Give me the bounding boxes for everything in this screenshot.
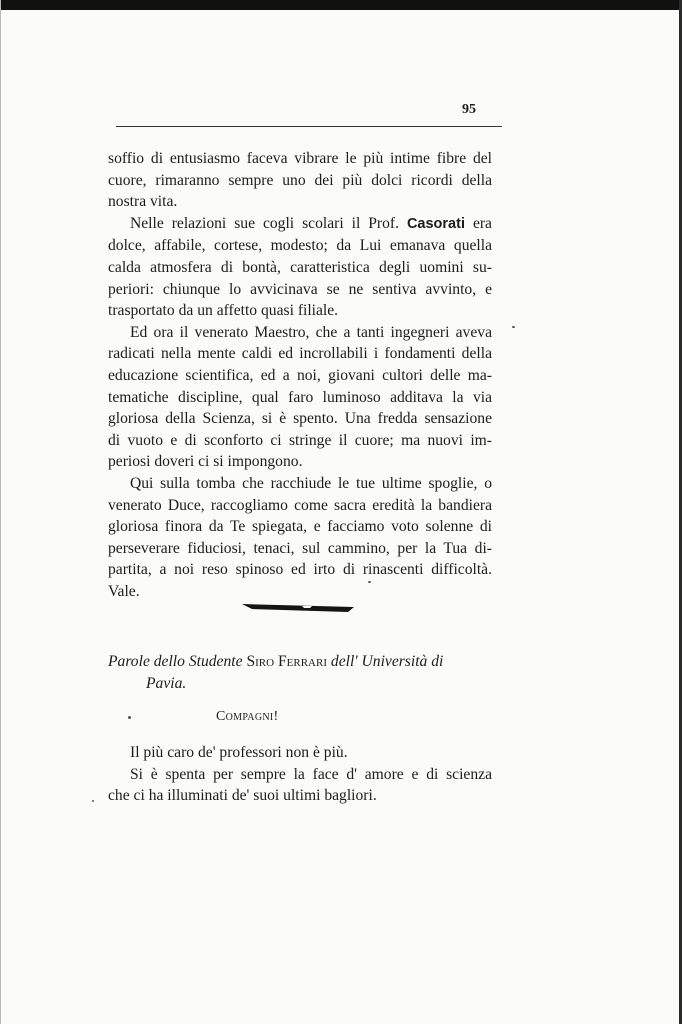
scan-top-border (0, 0, 682, 10)
salutation: Compagni! (216, 709, 279, 724)
text-line: educazione scientifica, ed a noi, giovani cultori delle ma- (108, 366, 492, 384)
text-line: gloriosa della Scienza, si è spento. Una fredda sensazione (108, 410, 492, 428)
scan-speck (128, 716, 131, 719)
page-number: 95 (462, 102, 476, 117)
text-line: Ed ora il venerato Maestro, che a tanti ingegneri aveva (130, 323, 492, 341)
name-casorati: Casorati (406, 215, 465, 232)
speaker-name: Siro Ferrari (246, 653, 327, 670)
text-line: Vale. (108, 582, 140, 600)
text-line: nostra vita. (108, 193, 178, 211)
text-line: radicati nella mente caldi ed incrollabili i fondamenti della (108, 345, 492, 363)
scan-speck (92, 800, 94, 802)
ornament-bar (242, 604, 354, 612)
text-line: di vuoto e di sconforto ci stringe il cuore; ma nuovi im- (108, 431, 492, 449)
text-line: Il più caro de' professori non è più. (130, 744, 348, 761)
heading-line-2: Pavia. (146, 675, 187, 692)
scan-left-edge (0, 0, 1, 1024)
text-line: periori: chiunque lo avvicinava se ne sentiva avvinto, e (108, 280, 492, 298)
text-line: gloriosa finora da Te spiegata, e facciamo voto solenne di (108, 518, 492, 536)
text-line: periosi doveri ci si impongono. (108, 453, 303, 471)
article-2-body (108, 742, 492, 807)
text-line: venerato Duce, raccogliamo come sacra eredità la bandiera (108, 496, 492, 514)
heading-line-1: Parole dello Studente Siro Ferrari dell' Università di (108, 653, 444, 670)
article-1-body (108, 148, 492, 602)
text-line: Si è spenta per sempre la face d' amore e di scienza (130, 765, 492, 783)
text-line: perseverare fiduciosi, tenaci, sul cammino, per la Tua di- (108, 539, 492, 557)
section-divider-ornament (242, 603, 354, 613)
text-line: trasportato da un affetto quasi filiale. (108, 302, 339, 320)
text-line: calda atmosfera di bontà, caratteristica degli uomini su- (108, 258, 492, 276)
text-line: Nelle relazioni sue cogli scolari il Prof. Casorati era (130, 214, 492, 232)
text-line: che ci ha illuminati de' suoi ultimi bagliori. (108, 787, 377, 805)
header-rule (116, 126, 502, 127)
text-line: cuore, rimaranno sempre uno dei più dolci ricordi della (108, 171, 492, 189)
text-line: tematiche discipline, qual faro luminoso additava la via (108, 388, 492, 406)
text-line: soffio di entusiasmo faceva vibrare le più intime fibre del (108, 150, 492, 167)
text-line: Qui sulla tomba che racchiude le tue ultime spoglie, o (130, 474, 492, 492)
scan-speck (512, 326, 515, 328)
scan-speck (368, 581, 371, 583)
text-line: dolce, affabile, cortese, modesto; da Lui emanava quella (108, 237, 492, 255)
speech-heading (108, 651, 492, 695)
text-line: partita, a noi reso spinoso ed irto di rinascenti difficoltà. (108, 561, 492, 579)
